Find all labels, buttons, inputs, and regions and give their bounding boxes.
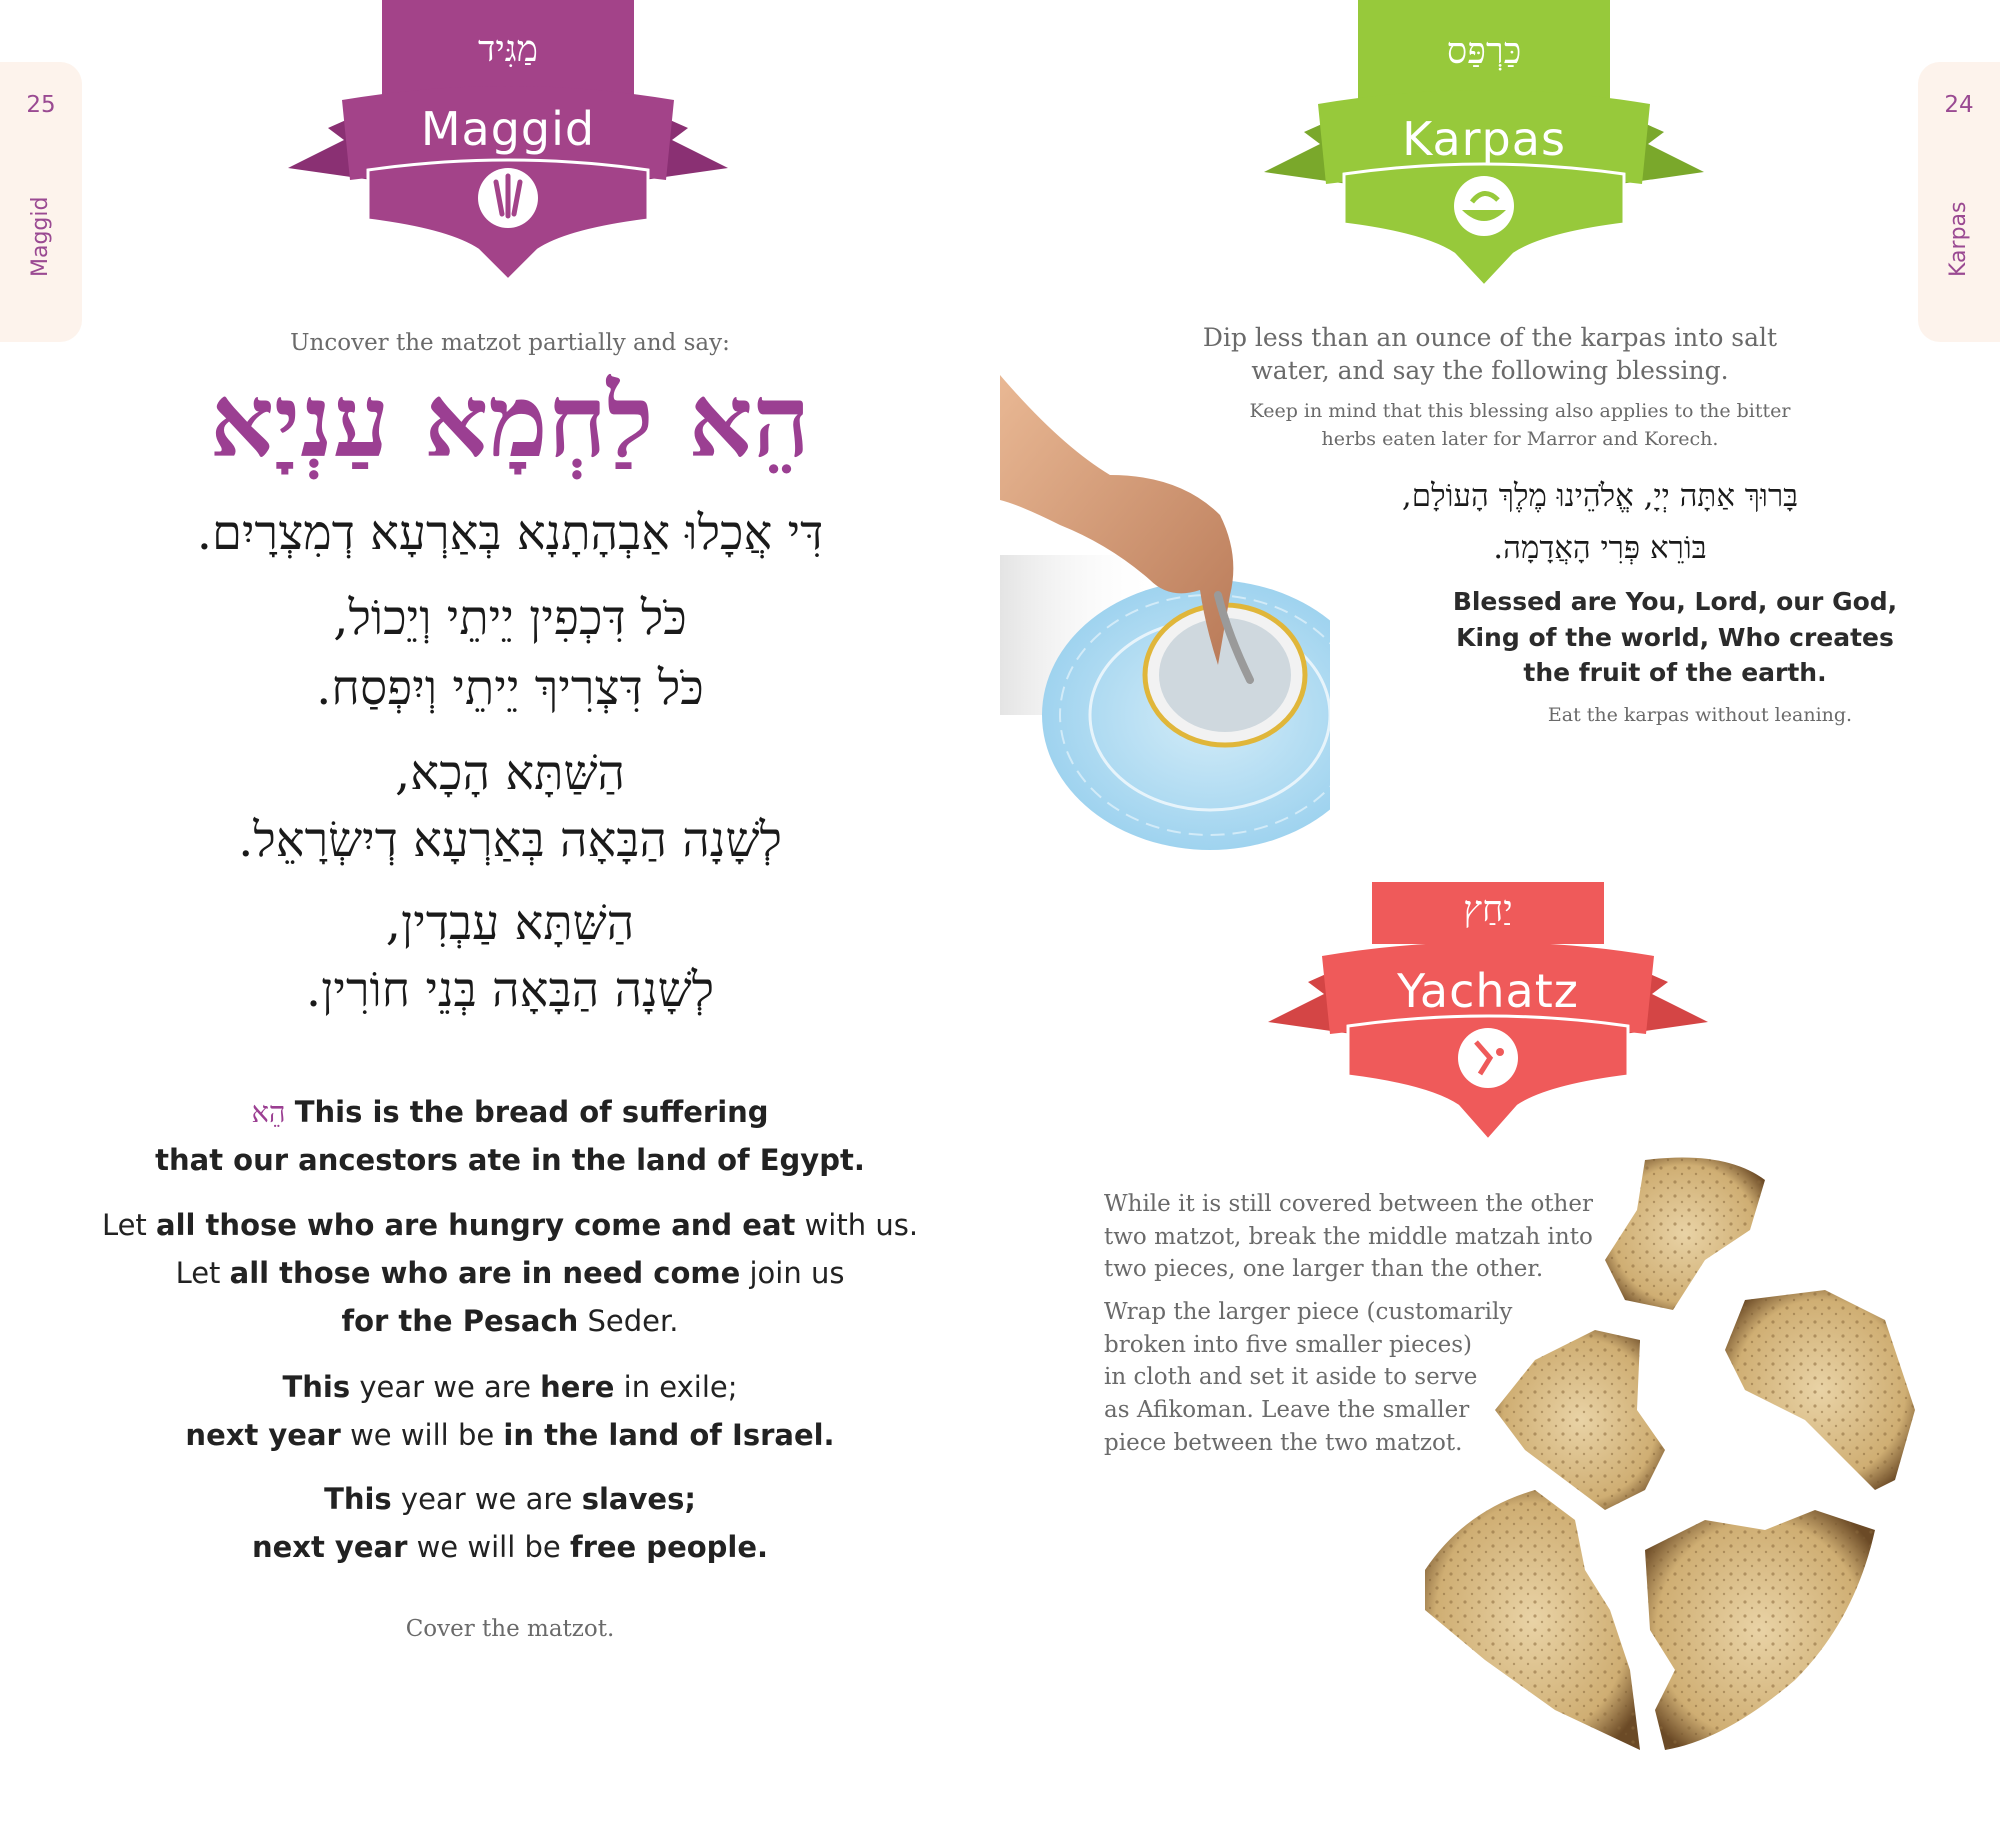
karpas-blessing-english: [1430, 584, 1920, 691]
matzah-piece: [1725, 1290, 1915, 1490]
page-tab-right: [1918, 62, 2000, 342]
translation-line: [80, 1370, 940, 1404]
maggid-hebrew-title: מַגִּיד: [478, 29, 538, 70]
translation-line: [80, 1208, 940, 1242]
text: While it is still covered between the other: [1104, 1191, 1593, 1217]
text: here: [540, 1370, 615, 1404]
text: Wrap the larger piece (customarily: [1104, 1299, 1513, 1325]
text: as Afikoman. Leave the smaller: [1104, 1396, 1470, 1423]
karpas-blessing-hebrew: בּוֹרֵא פְּרִי הָאֲדָמָה.: [1493, 530, 1707, 566]
text: herbs eaten later for Marror and Korech.: [1321, 427, 1719, 450]
karpas-closing: Eat the karpas without leaning.: [1547, 704, 1853, 726]
hebrew-word: הֵא: [251, 1095, 286, 1129]
text: Seder.: [587, 1304, 679, 1338]
karpas-title: Karpas: [1402, 112, 1566, 166]
matzah-piece: [1605, 1158, 1765, 1311]
hebrew-line: כֹּל דִּצְרִיךְ יֵיתֵי וְיִפְסַח.: [316, 660, 704, 716]
karpas-instruction: [1200, 322, 1780, 387]
maggid-hebrew-heading: הֵא לַחְמָא עַנְיָא: [209, 362, 811, 480]
maggid-closing: Cover the matzot.: [405, 1616, 615, 1642]
yachatz-hebrew-title: יַחַץ: [1463, 889, 1513, 930]
page-number: 24: [1944, 92, 1974, 118]
text: slaves;: [581, 1482, 696, 1516]
translation-line: [100, 1143, 920, 1177]
text: all those who are in need come: [229, 1256, 741, 1290]
text: in the land of Israel.: [503, 1418, 835, 1452]
text: free people.: [569, 1530, 769, 1564]
text: next year: [185, 1418, 341, 1452]
section-label: Maggid: [28, 196, 53, 277]
text: in exile;: [623, 1370, 738, 1404]
text: Dip less than an ounce of the karpas into salt: [1202, 323, 1778, 352]
broken-matzah-illustration: [1405, 1150, 1925, 1760]
translation-line: [80, 1418, 940, 1452]
hebrew-line: כֹּל דִּכְפִין יֵיתֵי וְיֵכוֹל,: [333, 590, 687, 646]
translation-text: that our ancestors ate in the land of Egypt.: [155, 1143, 865, 1177]
section-label: Karpas: [1946, 201, 1971, 277]
hebrew-line: הַשַּׁתָּא הָכָא,: [394, 745, 626, 801]
hebrew-line: לְשָׁנָה הַבָּאָה בְּאַרְעָא דְיִשְׂרָאֵל.: [238, 812, 782, 868]
text: for the Pesach: [341, 1304, 579, 1338]
text: year we are: [400, 1482, 573, 1516]
yachatz-title: Yachatz: [1397, 964, 1579, 1018]
text: the fruit of the earth.: [1523, 658, 1827, 687]
text: two matzot, break the middle matzah into: [1104, 1223, 1593, 1250]
text: next year: [251, 1530, 408, 1564]
hebrew-line: הַשַּׁתָּא עַבְדִין,: [385, 895, 635, 951]
text: This: [282, 1370, 351, 1404]
translation-line: [80, 1304, 940, 1338]
matzah-piece: [1645, 1510, 1875, 1750]
text: all those who are hungry come and eat: [156, 1208, 796, 1242]
matzah-piece: [1425, 1490, 1640, 1750]
page-number: 25: [26, 92, 56, 118]
karpas-note: [1240, 398, 1800, 453]
text: broken into five smaller pieces): [1104, 1331, 1472, 1358]
translation-line: [80, 1256, 940, 1290]
text: This: [324, 1482, 392, 1516]
text: in cloth and set it aside to serve: [1104, 1364, 1478, 1391]
text: water, and say the following blessing.: [1251, 355, 1729, 385]
translation-line: [100, 1095, 920, 1130]
karpas-blessing-hebrew: בָּרוּךְ אַתָּה יְיָ, אֱלֹהֵינוּ מֶלֶךְ הָעוֹלָם,: [1401, 478, 1799, 514]
hebrew-line: לְשָׁנָה הַבָּאָה בְּנֵי חוֹרִין.: [305, 962, 715, 1018]
text: Keep in mind that this blessing also applies to the bitter: [1249, 400, 1791, 422]
text: we will be: [350, 1418, 495, 1452]
maggid-title: Maggid: [420, 102, 596, 156]
maggid-instruction: Uncover the matzot partially and say:: [290, 330, 730, 356]
text: King of the world, Who creates: [1456, 622, 1894, 652]
text: we will be: [416, 1530, 561, 1564]
translation-line: [80, 1482, 940, 1516]
text: join us: [749, 1256, 845, 1290]
text: Blessed are You, Lord, our God,: [1452, 587, 1898, 616]
matzah-piece: [1495, 1330, 1665, 1510]
hebrew-line: דִּי אֲכָלוּ אַבְהָתָנָא בְּאַרְעָא דְמִצְרָיִם.: [196, 505, 824, 561]
text: with us.: [804, 1208, 919, 1242]
text: piece between the two matzot.: [1104, 1429, 1463, 1456]
text: Let: [101, 1208, 147, 1242]
translation-line: [80, 1530, 940, 1564]
page-tab-left: [0, 62, 82, 342]
karpas-hebrew-title: כַּרְפַּס: [1446, 31, 1522, 72]
translation-text: This is the bread of suffering: [294, 1095, 769, 1129]
text: year we are: [359, 1370, 531, 1404]
text: two pieces, one larger than the other.: [1104, 1256, 1544, 1283]
text: Let: [175, 1256, 221, 1290]
